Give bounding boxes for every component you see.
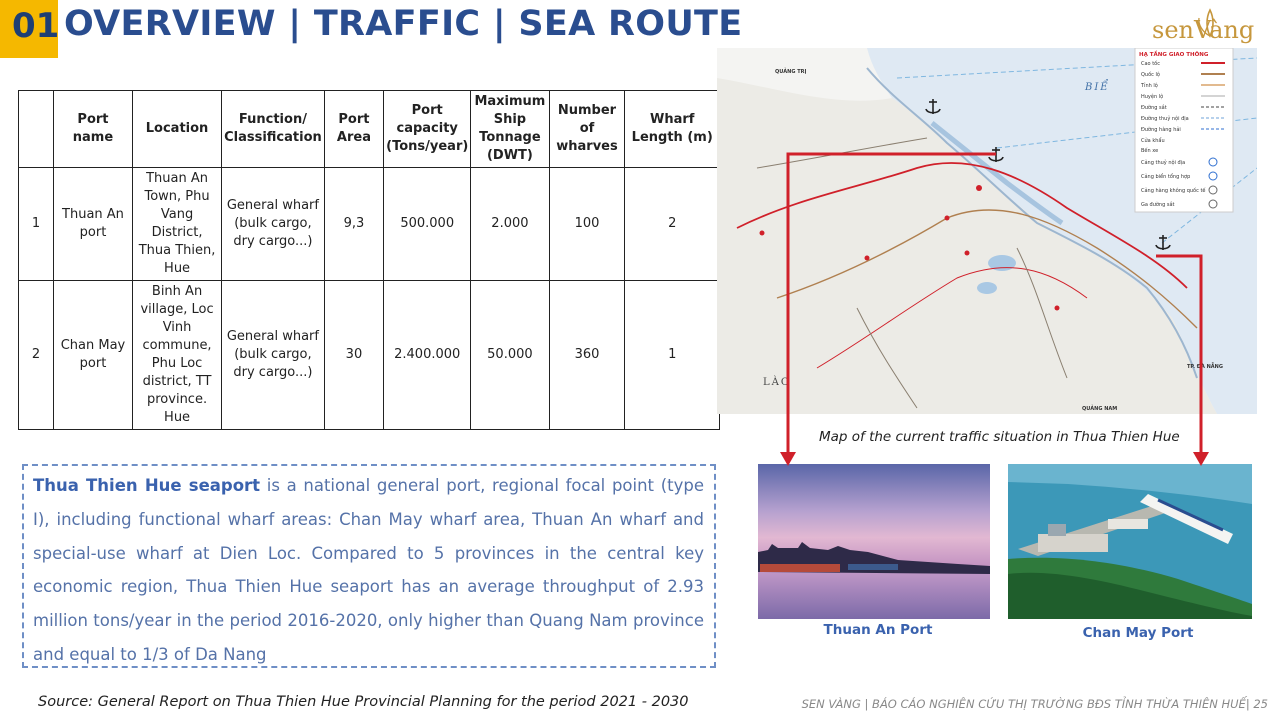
cell-location: Binh An village, Loc Vinh commune, Phu Loc district, TT province. Hue (133, 281, 222, 430)
header-port-capacity: Port capacity (Tons/year) (384, 91, 471, 168)
cell-function: General wharf (bulk cargo, dry cargo...) (222, 281, 325, 430)
map-caption: Map of the current traffic situation in Thua Thien Hue (819, 429, 1180, 445)
cell-index: 1 (19, 168, 54, 281)
legend-item: Cảng hàng không quốc tế (1141, 188, 1206, 194)
header-function: Function/ Classification (222, 91, 325, 168)
table-row (19, 168, 720, 281)
legend-item: Cao tốc (1141, 61, 1160, 67)
header-location: Location (133, 91, 222, 168)
map-label-lao: LÀO (763, 377, 792, 388)
cell-port-area: 30 (324, 281, 383, 430)
cell-wharf-length: 1 (625, 281, 720, 430)
map-label-bien: BIỂ (1085, 82, 1110, 93)
cell-max-tonnage: 50.000 (471, 281, 549, 430)
legend-item: Đường sắt (1141, 105, 1167, 111)
source-note: Source: General Report on Thua Thien Hue Provincial Planning for the period 2021 - 2030 (38, 694, 689, 710)
page-footer: SEN VÀNG | BÁO CÁO NGHIÊN CỨU THỊ TRƯỜNG BĐS TỈNH THỪA THIÊN HUẾ| 25 (801, 697, 1268, 711)
cell-function: General wharf (bulk cargo, dry cargo...) (222, 168, 325, 281)
cell-port-capacity: 2.400.000 (384, 281, 471, 430)
legend-item: Đường thuỷ nội địa (1141, 116, 1189, 122)
legend-item: Cảng biển tổng hợp (1141, 174, 1191, 180)
legend-item: Ga đường sắt (1141, 202, 1175, 208)
traffic-map (717, 48, 1257, 414)
cell-wharf-length: 2 (625, 168, 720, 281)
logo-text: senVàng (1152, 16, 1255, 44)
brand-logo (1148, 6, 1274, 46)
legend-item: Tỉnh lộ (1141, 83, 1158, 89)
thuan-an-port-photo (758, 464, 990, 619)
cell-wharves: 360 (549, 281, 625, 430)
thuan-an-port-caption: Thuan An Port (823, 622, 933, 638)
table-header-row (19, 91, 720, 168)
section-number: 01 (12, 6, 60, 46)
cell-port-capacity: 500.000 (384, 168, 471, 281)
ports-table (18, 90, 720, 430)
legend-item: Huyện lộ (1141, 94, 1164, 100)
cell-index: 2 (19, 281, 54, 430)
header-wharf-length: Wharf Length (m) (625, 91, 720, 168)
map-label-da-nang: TP. ĐÀ NẴNG (1187, 364, 1223, 370)
page-title: OVERVIEW | TRAFFIC | SEA ROUTE (64, 4, 743, 44)
header-port-area: Port Area (324, 91, 383, 168)
cell-port-name: Thuan An port (53, 168, 132, 281)
chan-may-port-photo (1008, 464, 1252, 619)
header-wharves: Number of wharves (549, 91, 625, 168)
header-index (19, 91, 54, 168)
description-lead: Thua Thien Hue seaport (33, 476, 261, 495)
cell-port-area: 9,3 (324, 168, 383, 281)
cell-port-name: Chan May port (53, 281, 132, 430)
header-port-name: Port name (53, 91, 132, 168)
cell-location: Thuan An Town, Phu Vang District, Thua Thien, Hue (133, 168, 222, 281)
header-max-tonnage: Maximum Ship Tonnage (DWT) (471, 91, 549, 168)
legend-item: Cửa khẩu (1141, 138, 1165, 144)
map-label-quang-tri: QUẢNG TRỊ (775, 69, 807, 75)
map-label-quang-nam: QUẢNG NAM (1082, 406, 1118, 412)
section-number-badge (0, 0, 58, 58)
description-text: is a national general port, regional focal point (type I), including functional wharf areas: Chan May wharf area, Thuan An wharf and special-use wharf at Dien Loc. Compared to 5 provinces in the central key economic region, Thua Thien Hue seaport has an average throughput of 2.93 million tons/year in the period 2016-2020, only higher than Quang Nam province and equal to 1/3 of Da Nang (33, 476, 704, 664)
map-legend-title: HẠ TẦNG GIAO THÔNG (1139, 52, 1209, 58)
legend-item: Đường hàng hải (1141, 127, 1181, 133)
legend-item: Cảng thuỷ nội địa (1141, 160, 1186, 166)
cell-wharves: 100 (549, 168, 625, 281)
table-row (19, 281, 720, 430)
chan-may-port-caption: Chan May Port (1082, 625, 1194, 641)
seaport-description (22, 464, 716, 668)
legend-item: Quốc lộ (1141, 72, 1160, 78)
cell-max-tonnage: 2.000 (471, 168, 549, 281)
legend-item: Bến xe (1141, 148, 1159, 154)
